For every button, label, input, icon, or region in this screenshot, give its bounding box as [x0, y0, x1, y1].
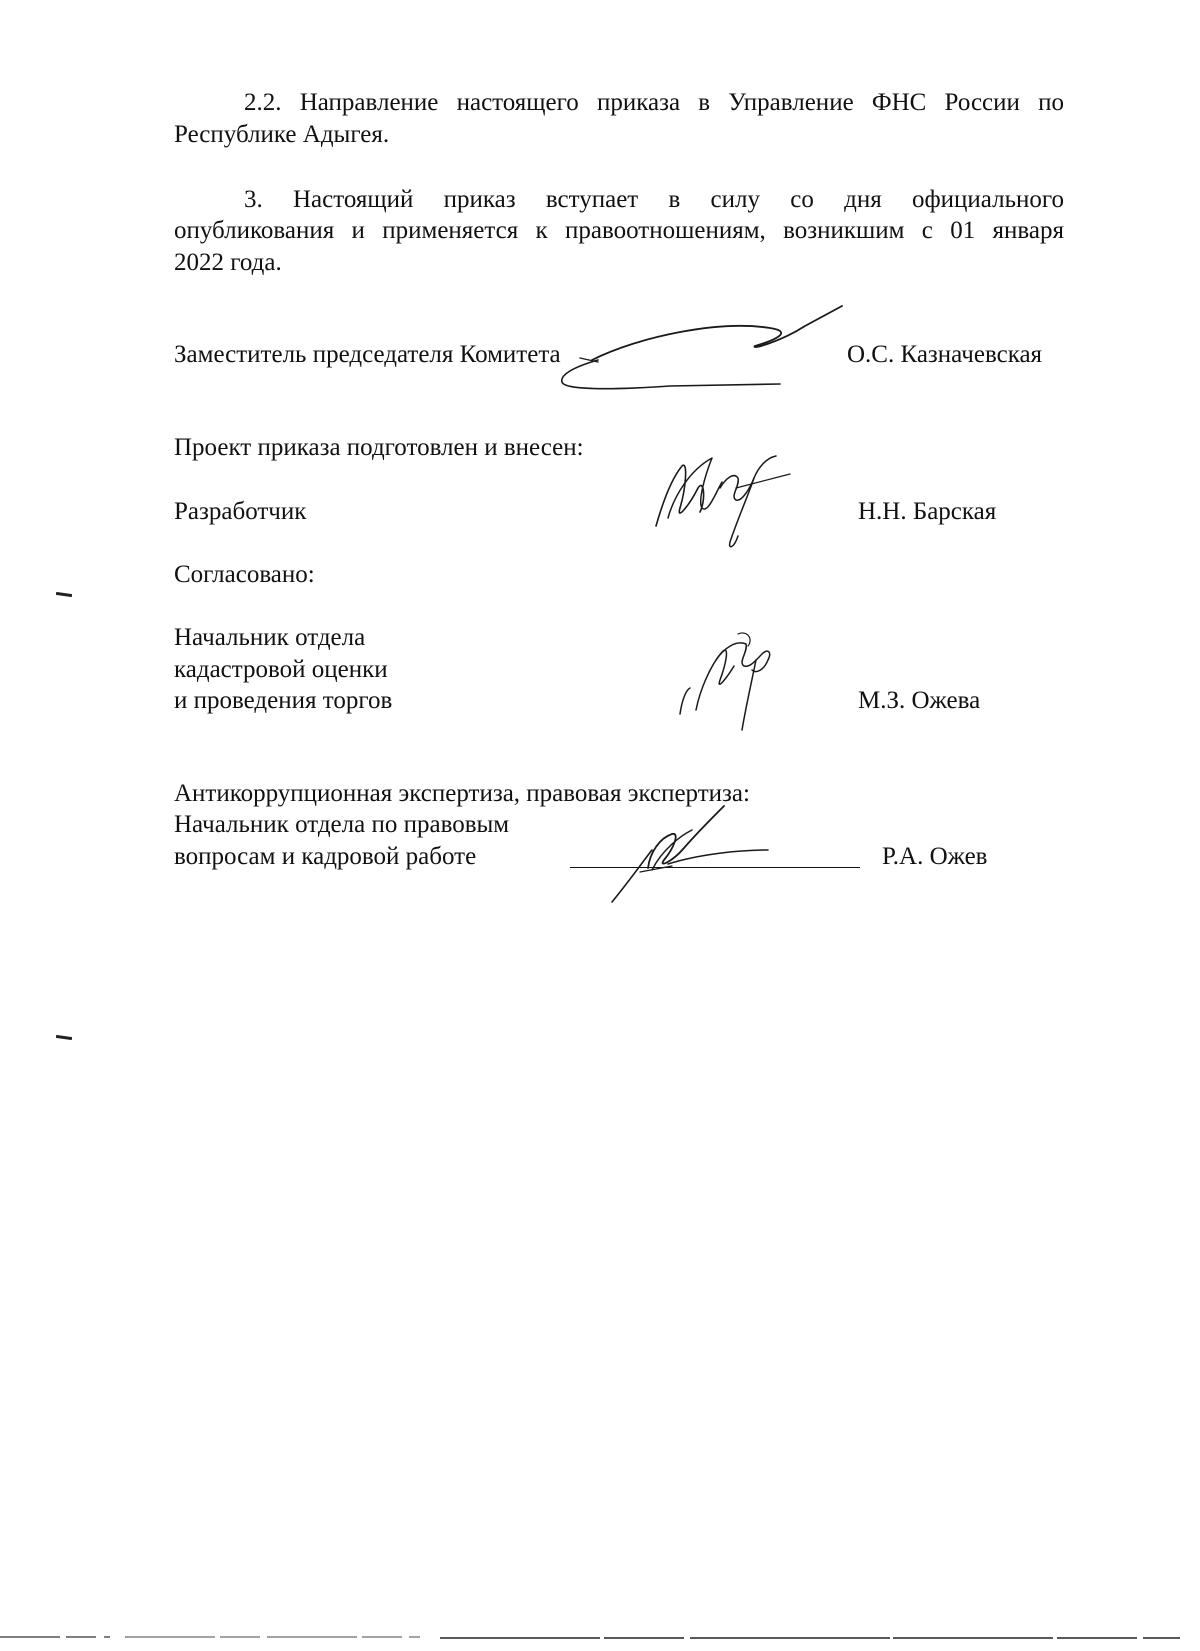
paragraph-2-2-line-1: 2.2. Направление настоящего приказа в Управление ФНС России по	[244, 89, 1064, 116]
expertise-heading: Антикоррупционная экспертиза, правовая экспертиза:	[174, 780, 750, 807]
deputy-name: О.С. Казначевская	[847, 341, 1043, 368]
developer-position: Разработчик	[174, 498, 307, 525]
legal-head-position-line-2: вопросам и кадровой работе	[174, 843, 477, 870]
agreed-heading: Согласовано:	[174, 561, 315, 588]
department-head-position-line-2: кадастровой оценки	[174, 656, 388, 683]
developer-signature	[650, 448, 800, 558]
paragraph-3-line-3: 2022 года.	[174, 249, 282, 276]
paragraph-3-line-1: 3. Настоящий приказ вступает в силу со дня официального	[244, 186, 1064, 213]
legal-head-position-line-1: Начальник отдела по правовым	[174, 811, 510, 838]
scan-bottom-edge	[0, 1634, 1200, 1640]
legal-head-name: Р.А. Ожев	[882, 843, 988, 870]
paragraph-3-line-2: опубликования и применяется к правоотношениям, возникшим с 01 января	[174, 217, 1064, 244]
department-head-signature	[676, 630, 796, 740]
legal-head-signature	[600, 800, 780, 910]
department-head-name: М.З. Ожева	[858, 687, 981, 714]
paragraph-2-2-line-2: Республике Адыгея.	[174, 121, 390, 148]
deputy-position: Заместитель председателя Комитета	[174, 341, 561, 368]
prepared-heading: Проект приказа подготовлен и внесен:	[174, 434, 584, 461]
developer-name: Н.Н. Барская	[858, 498, 997, 525]
scan-mark	[56, 592, 72, 597]
scan-mark	[56, 1035, 72, 1040]
deputy-signature	[550, 298, 850, 408]
department-head-position-line-1: Начальник отдела	[174, 624, 366, 651]
department-head-position-line-3: и проведения торгов	[174, 687, 393, 714]
